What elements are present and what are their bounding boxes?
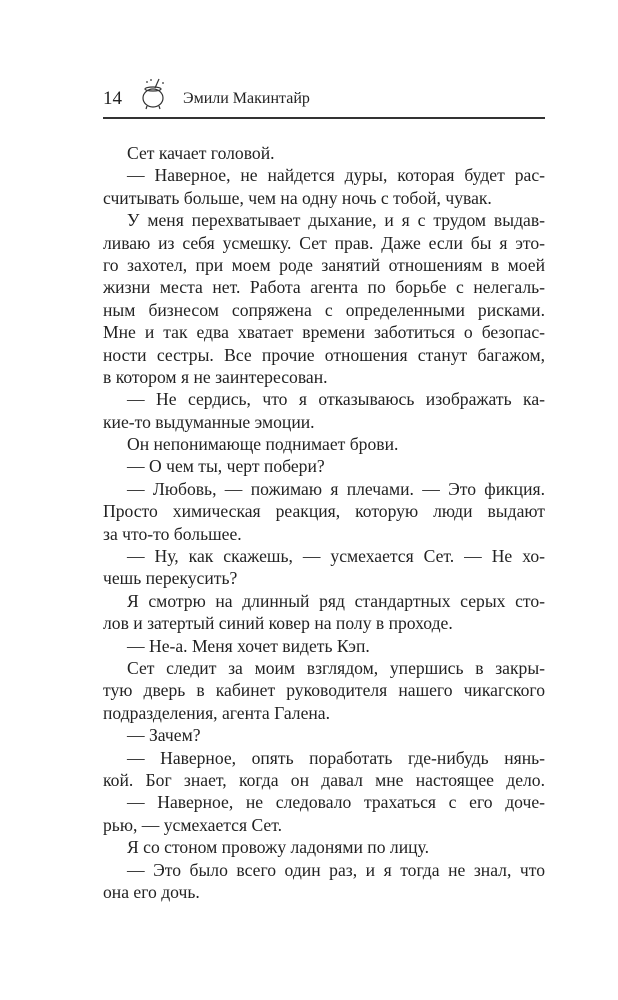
text-line: тую дверь в кабинет руководителя нашего чикагского [103, 680, 545, 701]
text-line: — Не-а. Меня хочет видеть Кэп. [127, 635, 370, 656]
text-line: Мне и так едва хватает времени заботиться о безопас- [103, 322, 545, 343]
text-line: Я со стоном провожу ладонями по лицу. [127, 837, 429, 858]
text-line: — Наверное, не следовало трахаться с его доче- [127, 792, 545, 813]
text-line: кой. Бог знает, когда он давал мне настоящее дело. [103, 769, 545, 790]
text-line: — Ну, как скажешь, — усмехается Сет. — Не хо- [127, 546, 545, 567]
text-line: — О чем ты, черт побери? [127, 456, 325, 477]
text-line: чешь перекусить? [103, 568, 238, 589]
text-line: в котором я не заинтересован. [103, 366, 328, 387]
page-number: 14 [103, 88, 122, 109]
text-line: ливаю из себя усмешку. Сет прав. Даже если бы я это- [103, 232, 545, 253]
cauldron-icon [139, 76, 167, 112]
author-name: Эмили Макинтайр [183, 90, 310, 107]
text-line: Сет качает головой. [127, 143, 275, 163]
text-line: считывать больше, чем на одну ночь с тобой, чувак. [103, 187, 492, 208]
text-line: лов и затертый синий ковер на полу в проходе. [103, 613, 453, 634]
text-line: кие-то выдуманные эмоции. [103, 411, 315, 432]
text-line: она его дочь. [103, 881, 200, 902]
text-line: рью, — усмехается Сет. [103, 814, 282, 835]
text-line: подразделения, агента Галена. [103, 702, 331, 723]
text-line: го захотел, при моем роде занятий отношениям в моей [103, 254, 545, 275]
text-line: — Наверное, не найдется дуры, которая будет рас- [127, 165, 545, 186]
text-line: ности сестры. Все прочие отношения станут багажом, [103, 344, 545, 365]
header-rule [103, 117, 545, 119]
text-line: ным бизнесом сопряжена с определенными рисками. [103, 299, 545, 320]
text-line: за что-то большее. [103, 523, 242, 544]
text-line: Он непонимающе поднимает брови. [127, 434, 399, 455]
text-line: — Наверное, опять поработать где-нибудь нянь- [127, 747, 545, 768]
text-line: — Любовь, — пожимаю я плечами. — Это фикция. [127, 478, 545, 499]
text-line: — Не сердись, что я отказываюсь изображать ка- [127, 389, 545, 410]
page-body [103, 142, 545, 903]
text-line: Я смотрю на длинный ряд стандартных серых сто- [127, 590, 545, 611]
running-header [103, 84, 545, 116]
text-line: — Зачем? [127, 725, 201, 746]
text-line: У меня перехватывает дыхание, и я с трудом выдав- [127, 210, 545, 231]
text-line: Просто химическая реакция, которую люди выдают [103, 501, 545, 522]
text-line: — Это было всего один раз, и я тогда не знал, что [127, 859, 545, 880]
text-line: жизни места нет. Работа агента по борьбе с нелегаль- [103, 277, 545, 298]
text-line: Сет следит за моим взглядом, упершись в закры- [127, 657, 545, 678]
